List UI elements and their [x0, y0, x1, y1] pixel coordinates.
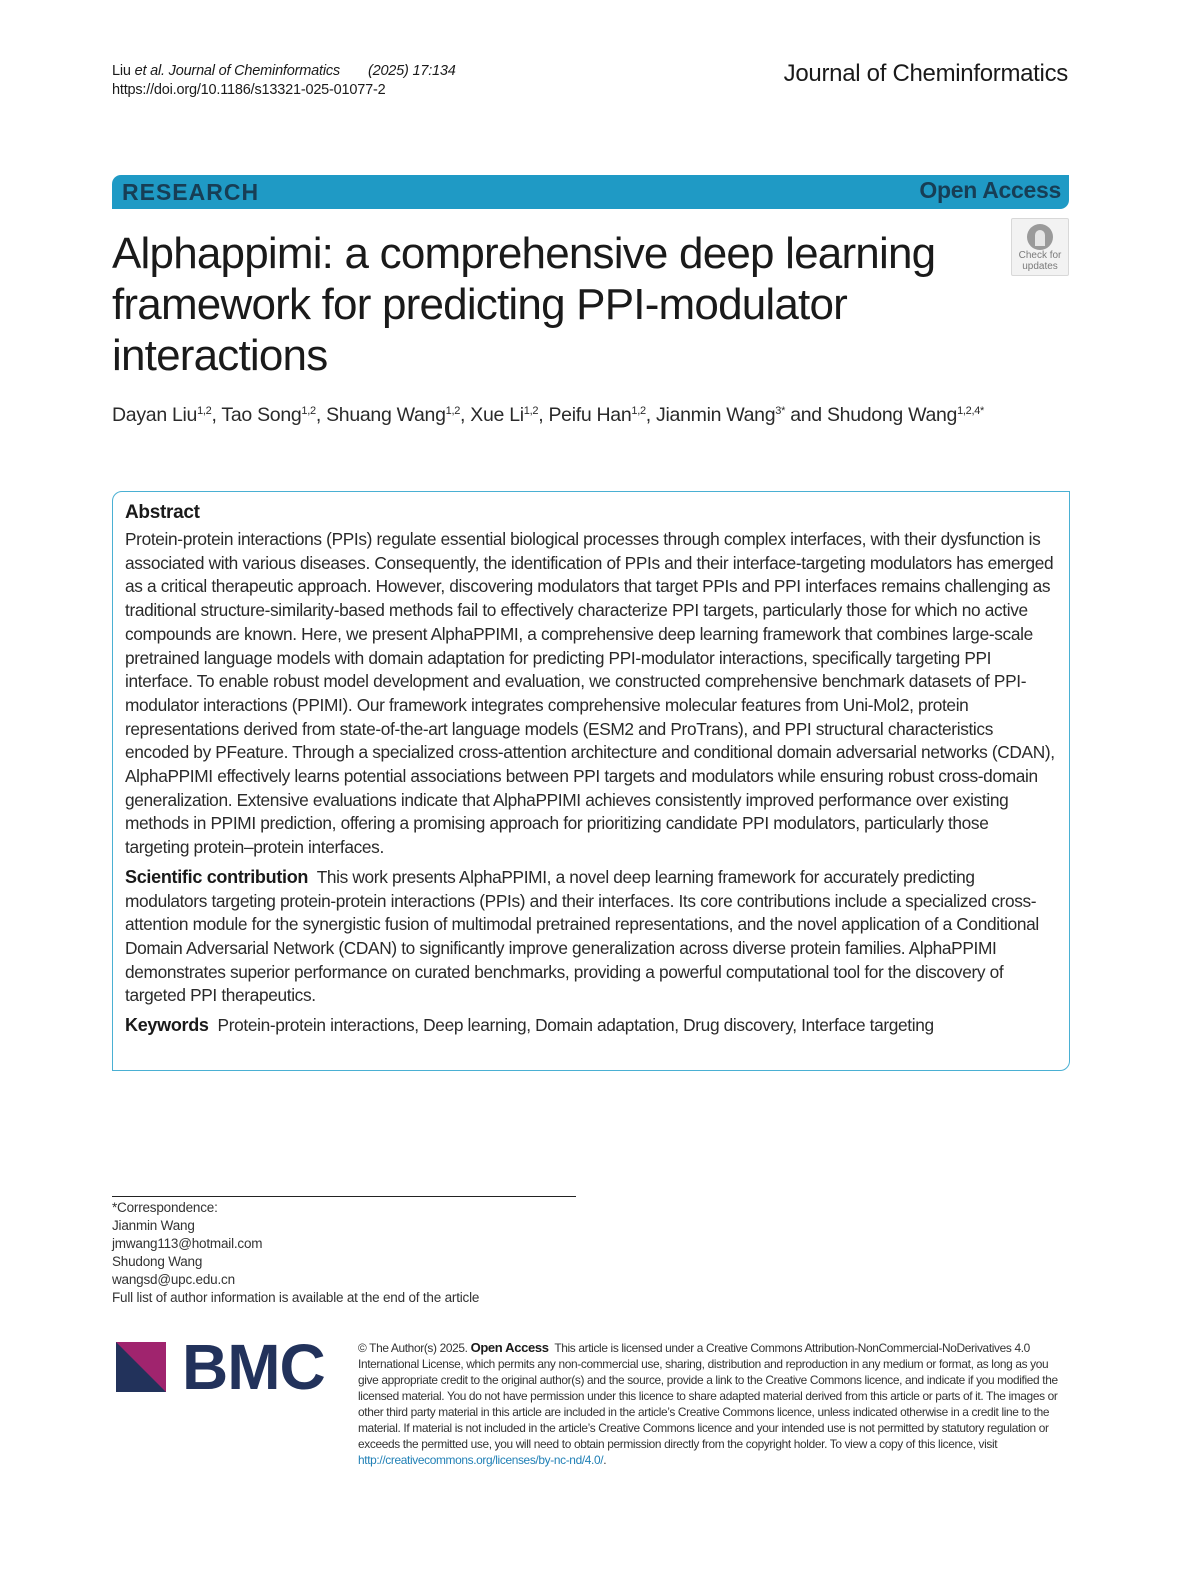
copyright: © The Author(s) 2025.: [358, 1341, 468, 1355]
correspondent-name: Shudong Wang: [112, 1254, 203, 1269]
author[interactable]: Dayan Liu$^{1,2}$: [112, 404, 212, 426]
abstract-box: [112, 491, 1070, 1071]
author-info-note: Full list of author information is available at the end of the article: [112, 1290, 480, 1305]
crossmark-icon: [1027, 224, 1053, 250]
keywords-text: Protein-protein interactions, Deep learning, Domain adaptation, Drug discovery, Interface targeting: [217, 1015, 934, 1036]
license-text: This article is licensed under a Creative Commons Attribution-NonCommercial-NoDerivatives 4.0 International License, which permits any non-commercial use, sharing, distribution and reproduction in any medium or format, as long as you give appropriate credit to the original author(s) and the source, provide a link to the Creative Commons licence, and indicate if you modified the licensed material. You do not have permission under this licence to share adapted material derived from this article or parts of it. The images or other third party material in this article are included in the article’s Creative Commons licence, unless indicated otherwise in a credit line to the material. If material is not included in the article’s Creative Commons licence and your intended use is not permitted by statutory regulation or exceeds the permitted use, you will need to obtain permission directly from the copyright holder. To view a copy of this licence, visit: [358, 1341, 1058, 1451]
author[interactable]: Jianmin Wang$^{3*}$: [656, 404, 786, 426]
citation-author: Liu: [112, 63, 131, 79]
scientific-contribution-text: This work presents AlphaPPIMI, a novel deep learning framework for accurately predicting modulators targeting protein-protein interactions (PPIs) and their interfaces. Its core contributions include a specialized cross-attention module for the synergistic fusion of multimodal pretrained representations, and the novel application of a Conditional Domain Adversarial Network (CDAN) to significantly improve generalization across diverse protein families. AlphaPPIMI demonstrates superior performance on curated benchmarks, providing a powerful computational tool for the discovery of targeted PPI therapeutics.: [125, 866, 1039, 1006]
citation-volume: (2025) 17:134: [367, 63, 456, 79]
article-type-banner: [112, 175, 1069, 209]
article-type-label: RESEARCH: [122, 179, 260, 205]
author[interactable]: Xue Li$^{1,2}$: [470, 404, 539, 426]
running-header: [112, 62, 456, 100]
article-title: Alphappimi: a comprehensive deep learning framework for predicting PPI-modulator interactions: [112, 229, 936, 380]
license-link[interactable]: http://creativecommons.org/licenses/by-nc-nd/4.0/: [358, 1453, 604, 1467]
journal-name: Journal of Cheminformatics: [783, 60, 1068, 87]
author[interactable]: Shuang Wang$^{1,2}$: [326, 404, 461, 426]
keywords: [125, 1014, 1057, 1038]
abstract-body: Protein-protein interactions (PPIs) regulate essential biological processes through complex interfaces, with their dysfunction is associated with various diseases. Consequently, the identification of PPIs and their interface-targeting modulators has emerged as a critical therapeutic approach. However, discovering modulators that target PPIs and PPI interfaces remains challenging as traditional structure-similarity-based methods fail to effectively characterize PPI targets, particularly those for which no active compounds are known. Here, we present AlphaPPIMI, a comprehensive deep learning framework that combines large-scale pretrained language models with domain adaptation for predicting PPI-modulator interactions, specifically targeting PPI interface. To enable robust model development and evaluation, we constructed comprehensive benchmark datasets of PPI-modulator interactions (PPIMI). Our framework integrates comprehensive molecular features from Uni-Mol2, protein representations derived from state-of-the-art language models (ESM2 and ProTrans), and PPI structural characteristics encoded by PFeature. Through a specialized cross-attention architecture and conditional domain adversarial networks (CDAN), AlphaPPIMI effectively learns potential associations between PPI targets and modulators while ensuring robust cross-domain generalization. Extensive evaluations indicate that AlphaPPIMI achieves consistently improved performance over existing methods in PPIMI prediction, offering a promising approach for prioritizing candidate PPI modulators, particularly those targeting protein–protein interfaces.: [125, 529, 1055, 858]
check-for-updates-line1: Check for: [1018, 250, 1062, 261]
author[interactable]: Peifu Han$^{1,2}$: [548, 404, 646, 426]
correspondent-email[interactable]: jmwang113@hotmail.com: [112, 1236, 263, 1251]
scientific-contribution-heading: Scientific contribution: [125, 866, 309, 887]
bmc-logo-mark-icon: [116, 1342, 166, 1392]
check-for-updates-line2: updates: [1022, 261, 1058, 272]
license-statement: © The Author(s) 2025. Open Access This article is licensed under a Creative Commons Attribution-NonCommercial-NoDerivatives 4.0 International License, which permits any non-commercial use, sharing, distribution and reproduction in any medium or format, as long as you give appropriate credit to the original author(s) and the source, provide a link to the Creative Commons licence, and indicate if you modified the licensed material. You do not have permission under this licence to share adapted material derived from this article or parts of it. The images or other third party material in this article are included in the article’s Creative Commons licence, unless indicated otherwise in a credit line to the material. If material is not included in the article’s Creative Commons licence and your intended use is not permitted by statutory regulation or exceeds the permitted use, you will need to obtain permission directly from the copyright holder. To view a copy of this licence, visit http://creativecommons.org/licenses/by-nc-nd/4.0/.: [358, 1340, 1058, 1467]
citation-journal: et al. Journal of Cheminformatics: [134, 63, 340, 79]
correspondent-name: Jianmin Wang: [112, 1218, 195, 1233]
footnote-divider: [112, 1196, 576, 1197]
correspondence-footnote: [112, 1199, 479, 1307]
keywords-heading: Keywords: [125, 1015, 209, 1036]
author[interactable]: Tao Song$^{1,2}$: [221, 404, 316, 426]
abstract-heading: Abstract: [125, 502, 200, 523]
open-access-label: Open Access: [919, 177, 1061, 203]
author-list: Dayan Liu$^{1,2}$, Tao Song$^{1,2}$, Shuang Wang$^{1,2}$, Xue Li$^{1,2}$, Peifu Han$^{1,2}$, Jianmin Wang$^{3*}$ and Shudong Wang$^{1,2,4*}$: [112, 404, 985, 426]
license-open-access-label: Open Access: [470, 1340, 549, 1355]
author[interactable]: Shudong Wang$^{1,2,4*}$: [826, 404, 985, 426]
correspondence-label: *Correspondence:: [112, 1200, 218, 1215]
scientific-contribution: [125, 866, 1057, 1008]
bmc-logo-text: BMC: [182, 1331, 325, 1403]
correspondent-email[interactable]: wangsd@upc.edu.cn: [112, 1272, 235, 1287]
citation-line: [112, 62, 456, 81]
doi-link[interactable]: https://doi.org/10.1186/s13321-025-01077-2: [112, 82, 386, 98]
check-for-updates-button[interactable]: [1011, 218, 1069, 276]
